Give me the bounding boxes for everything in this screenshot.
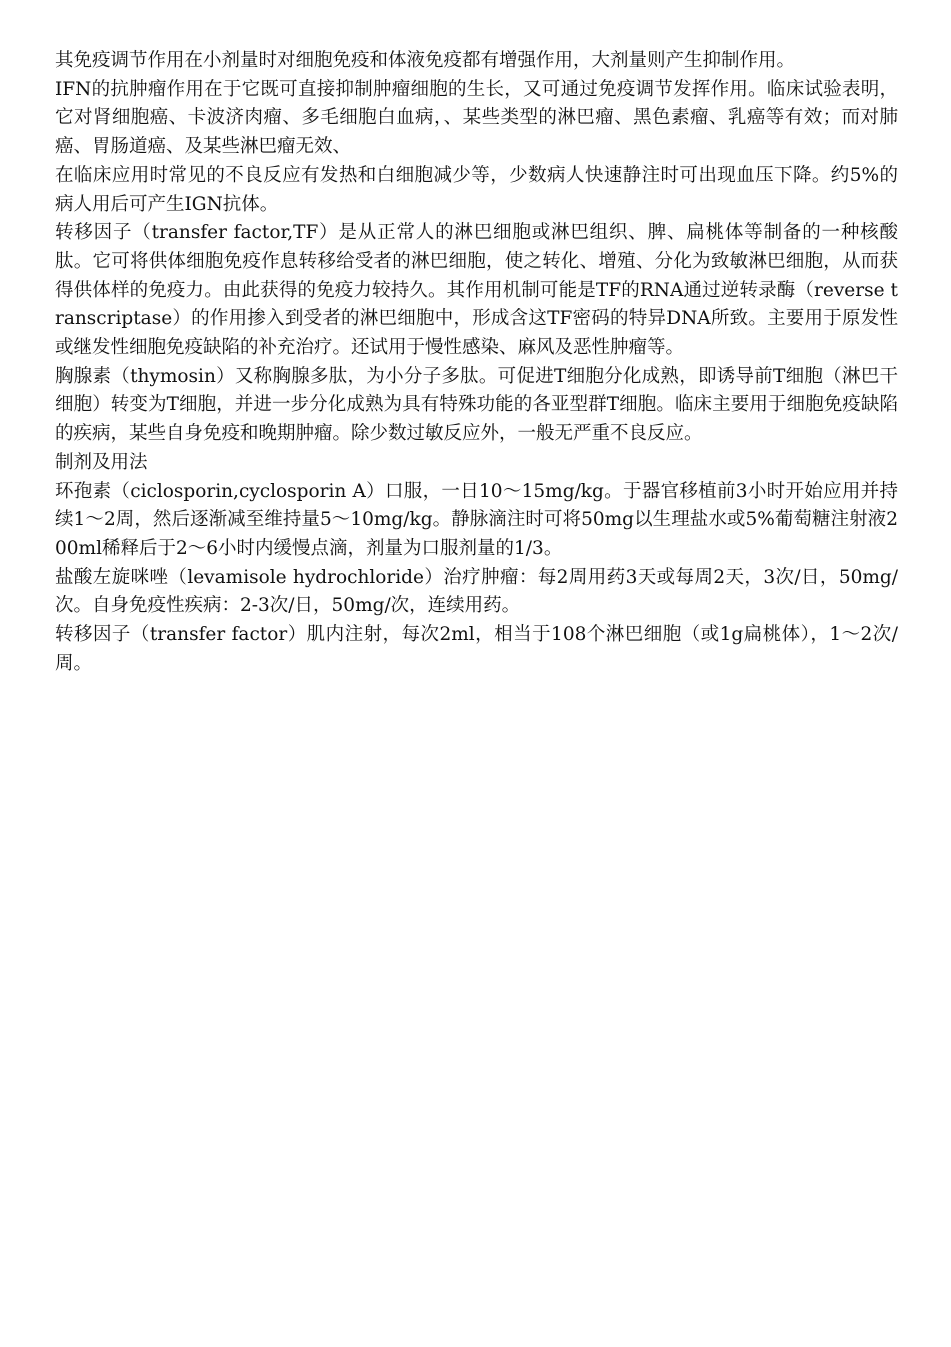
paragraph-ciclosporin-dosage: 环孢素（ciclosporin,cyclosporin A）口服，一日10～15mg/kg。于器官移植前3小时开始应用并持续1～2周，然后逐渐减至维持量5～10mg/kg。静脉滴注时可将50mg以生理盐水或5%葡萄糖注射液200ml稀释后于2～6小时内缓慢点滴，剂量为口服剂量的1/3。 (55, 480, 898, 559)
paragraph-transfer-factor: 转移因子（transfer factor,TF）是从正常人的淋巴细胞或淋巴组织、脾、扁桃体等制备的一种核酸肽。它可将供体细胞免疫作息转移给受者的淋巴细胞，使之转化、增殖、分化为致敏淋巴细胞，从而获得供体样的免疫力。由此获得的免疫力较持久。其作用机制可能是TF的RNA通过逆转录酶（reverse transcriptase）的作用掺入到受者的淋巴细胞中，形成含这TF密码的特异DNA所致。主要用于原发性或继发性细胞免疫缺陷的补充治疗。还试用于慢性感染、麻风及恶性肿瘤等。 (55, 222, 898, 359)
paragraph-ifn-antitumor: IFN的抗肿瘤作用在于它既可直接抑制肿瘤细胞的生长，又可通过免疫调节发挥作用。临床试验表明，它对肾细胞癌、卡波济肉瘤、多毛细胞白血病，、某些类型的淋巴瘤、黑色素瘤、乳癌等有效；而对肺癌、胃肠道癌、及某些淋巴瘤无效、 (55, 78, 898, 158)
paragraph-adverse-reactions: 在临床应用时常见的不良反应有发热和白细胞减少等，少数病人快速静注时可出现血压下降。约5%的病人用后可产生IGN抗体。 (55, 164, 898, 215)
section-heading-preparations: 制剂及用法 (55, 451, 148, 473)
paragraph-immune-regulation: 其免疫调节作用在小剂量时对细胞免疫和体液免疫都有增强作用，大剂量则产生抑制作用。 (55, 50, 796, 71)
paragraph-levamisole-dosage: 盐酸左旋咪唑（levamisole hydrochloride）治疗肿瘤：每2周用药3天或每周2天，3次/日，50mg/次。自身免疫性疾病：2-3次/日，50mg/次，连续用药。 (55, 566, 898, 617)
paragraph-transfer-factor-dosage: 转移因子（transfer factor）肌内注射，每次2ml，相当于108个淋巴细胞（或1g扁桃体），1～2次/周。 (55, 624, 898, 674)
paragraph-thymosin: 胸腺素（thymosin）又称胸腺多肽，为小分子多肽。可促进T细胞分化成熟，即诱导前T细胞（淋巴干细胞）转变为T细胞，并进一步分化成熟为具有特殊功能的各亚型群T细胞。临床主要用于细胞免疫缺陷的疾病，某些自身免疫和晚期肿瘤。除少数过敏反应外，一般无严重不良反应。 (55, 365, 898, 445)
document-body (55, 47, 898, 678)
